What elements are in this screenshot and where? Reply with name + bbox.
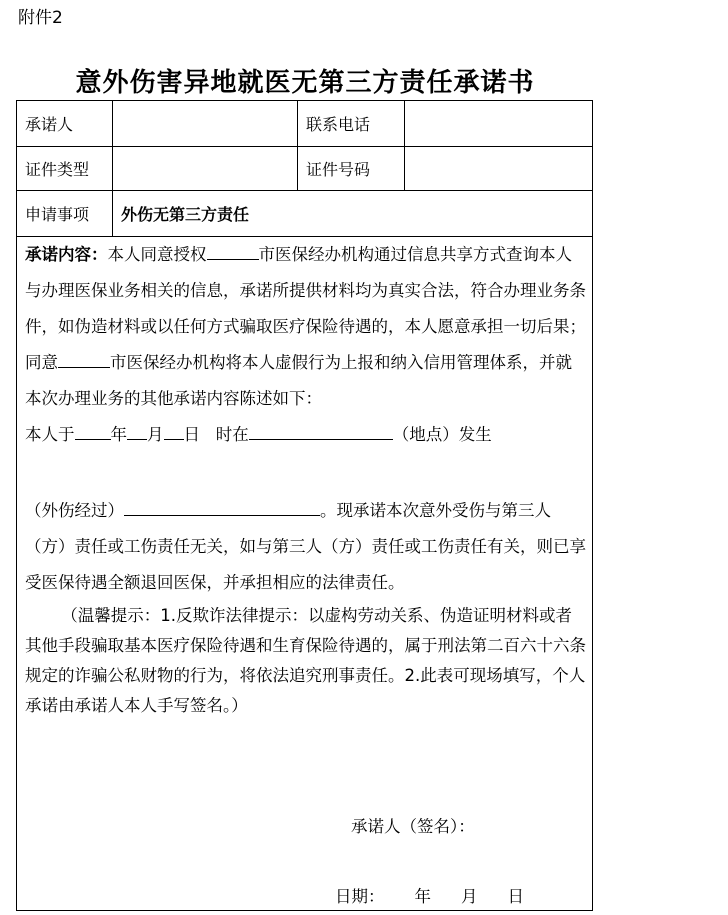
matter-label: 申请事项 [25, 205, 90, 224]
injury-blank[interactable] [124, 497, 320, 516]
warning-tip: （温馨提示：1.反欺诈法律提示：以虚构劳动关系、伪造证明材料或者其他手段骗取基本医疗保险待遇和生育保险待遇的，属于刑法第二百六十六条规定的诈骗公私财物的行为，将依法追究刑事责任。2.此表可现场填写，个人承诺由承诺人本人手写签名。） [25, 606, 586, 715]
location-blank[interactable] [249, 421, 393, 440]
date-day: 日 [507, 887, 524, 906]
city-blank-1[interactable] [207, 241, 259, 260]
date-month: 月 [461, 887, 478, 906]
promisor-field[interactable] [112, 101, 297, 146]
injury-paragraph: （外伤经过） 。现承诺本次意外受伤与第三人（方）责任或工伤责任无关，如与第三人（方）责任或工伤责任有关，则已享受医保待遇全额退回医保，并承担相应的法律责任。 [25, 493, 587, 601]
id-number-field[interactable] [404, 147, 592, 190]
id-number-label: 证件号码 [297, 147, 404, 190]
commitment-content [25, 237, 587, 721]
commitment-paragraph: 承诺内容：本人同意授权 市医保经办机构通过信息共享方式查询本人与办理医保业务相关的信息，承诺所提供材料均为真实合法，符合办理业务条件，如伪造材料或以任何方式骗取医疗保险待遇的，本人愿意承担一切后果；同意 市医保经办机构将本人虚假行为上报和纳入信用管理体系，并就本次办理业务的其他承诺内容陈述如下： [25, 237, 587, 417]
attachment-label: 附件2 [18, 8, 63, 28]
matter-row [17, 191, 592, 237]
phone-field[interactable] [404, 101, 592, 146]
id-type-field[interactable] [112, 147, 297, 190]
signature-label: 承诺人（签名）： [351, 817, 475, 836]
promisor-row [17, 101, 592, 147]
id-type-label: 证件类型 [25, 160, 90, 179]
matter-value: 外伤无第三方责任 [112, 191, 592, 236]
year-blank[interactable] [75, 421, 111, 440]
city-blank-2[interactable] [58, 349, 110, 368]
month-blank[interactable] [127, 421, 147, 440]
day-blank[interactable] [164, 421, 184, 440]
commitment-form [16, 100, 593, 911]
id-row [17, 147, 592, 191]
incident-time-line: 本人于 年 月 日 时在 （地点）发生 [25, 417, 587, 453]
page-title: 意外伤害异地就医无第三方责任承诺书 [75, 68, 535, 98]
date-line [335, 883, 524, 907]
date-year: 年 [414, 887, 431, 906]
promisor-label: 承诺人 [25, 115, 74, 134]
phone-label: 联系电话 [297, 101, 404, 146]
commitment-heading: 承诺内容： [25, 245, 108, 264]
date-label: 日期： [335, 887, 385, 906]
